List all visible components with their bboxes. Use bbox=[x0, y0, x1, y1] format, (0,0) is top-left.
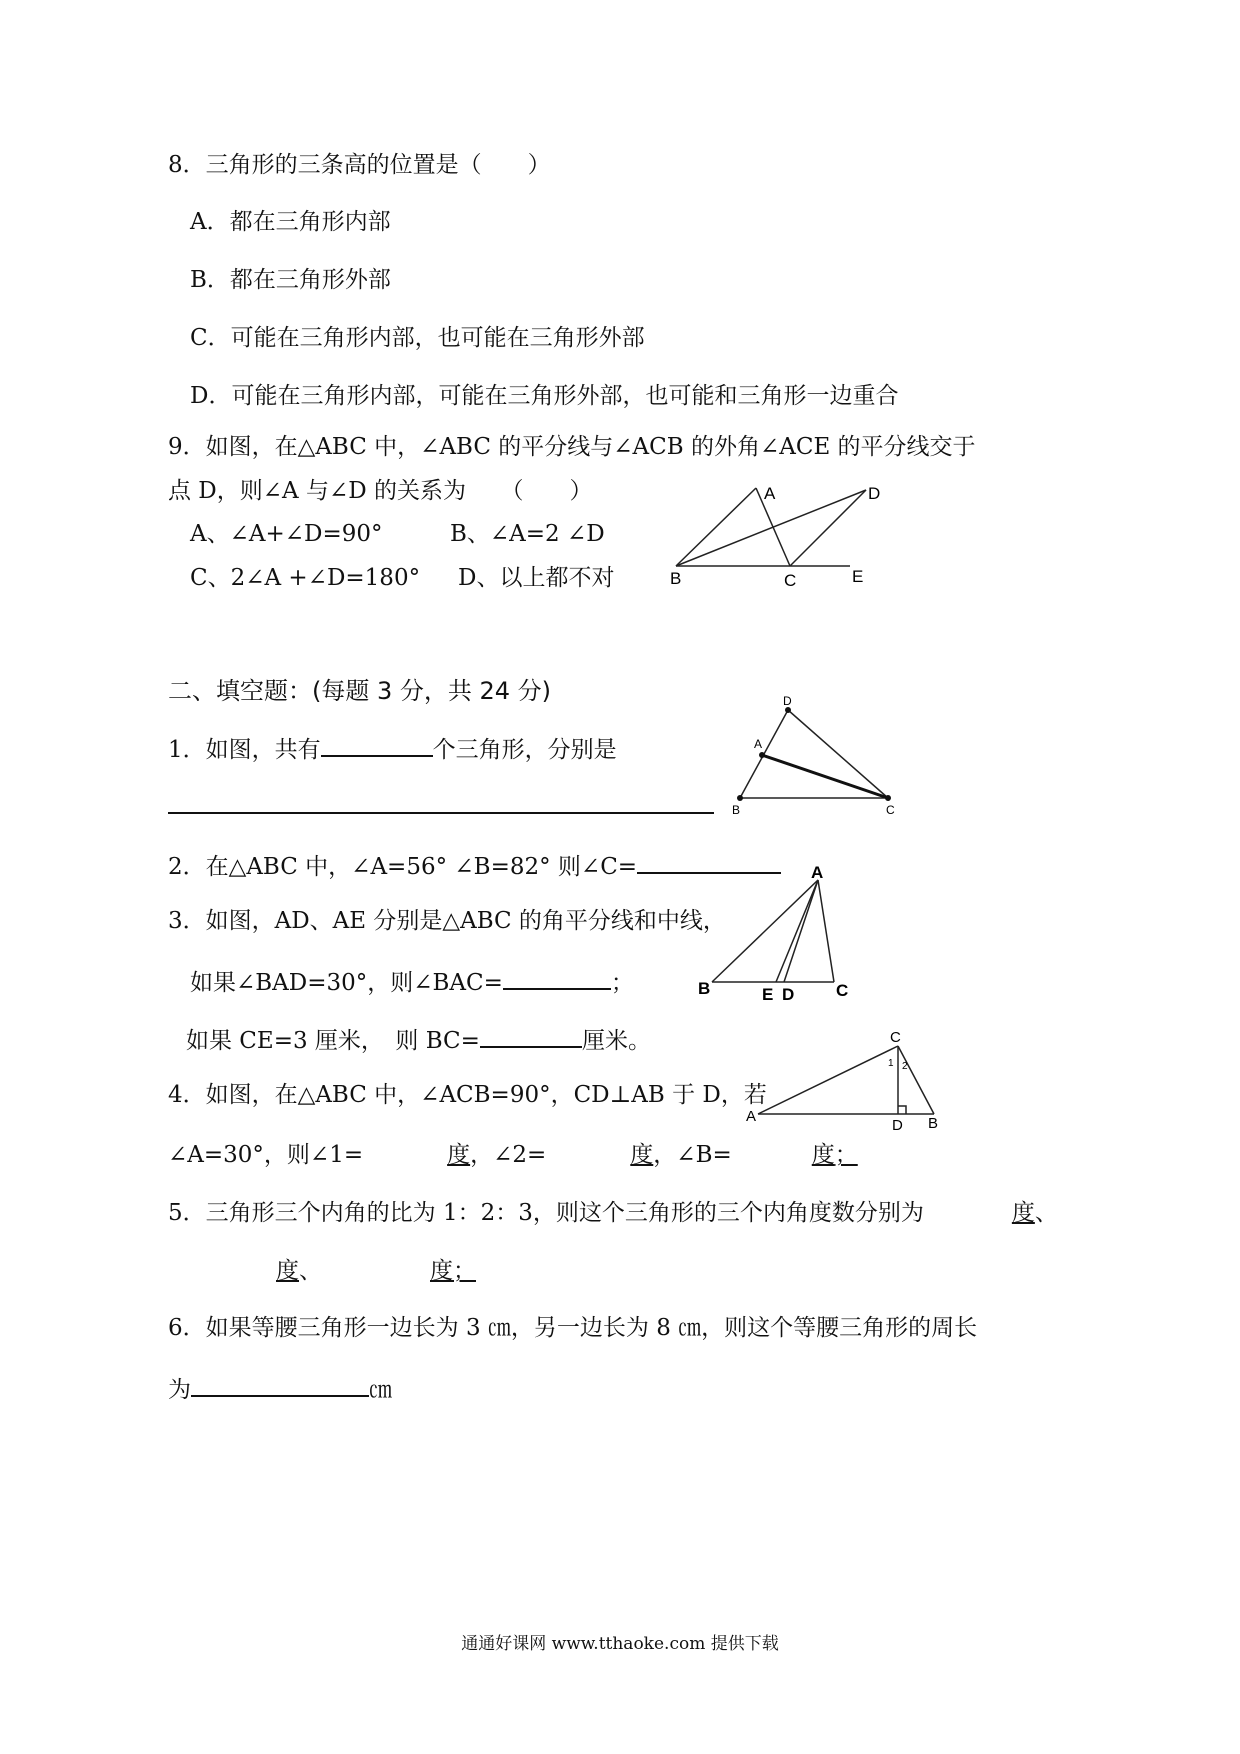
q9-label-c: C bbox=[784, 571, 797, 590]
f4-label-d: D bbox=[892, 1117, 903, 1134]
f3-figure bbox=[694, 860, 864, 1010]
f1-label-c: C bbox=[886, 803, 895, 817]
f3-label-a: A bbox=[811, 863, 824, 882]
f4-figure bbox=[740, 1026, 950, 1136]
f3-stem: 3．如图，AD、AE 分别是△ABC 的角平分线和中线， bbox=[168, 908, 726, 934]
q8-option-d: D．可能在三角形内部，可能在三角形外部，也可能和三角形一边重合 bbox=[190, 383, 899, 409]
f3-label-e: E bbox=[762, 985, 774, 1004]
f3-line2 bbox=[190, 964, 634, 998]
q9-option-d: D、以上都不对 bbox=[458, 565, 615, 591]
f4-label-a: A bbox=[746, 1108, 757, 1125]
f3-label-b: B bbox=[698, 979, 711, 998]
f4-label-b: B bbox=[928, 1115, 939, 1132]
f1-label-b: B bbox=[732, 803, 741, 817]
footer-credit: 通通好课网 www.tthaoke.com 提供下载 bbox=[461, 1634, 779, 1654]
q9-label-b: B bbox=[670, 569, 682, 588]
f3-blank-bc bbox=[480, 1022, 582, 1048]
q9-stem-line2: 点 D，则∠A 与∠D 的关系为 （ ） bbox=[168, 478, 593, 504]
section2-title: 二、填空题：(每题 3 分，共 24 分) bbox=[168, 677, 552, 705]
f4-label-1: 1 bbox=[888, 1058, 894, 1069]
q9-figure bbox=[660, 478, 890, 593]
f5-blank-3: 度； bbox=[430, 1258, 476, 1284]
f2-text: 2．在△ABC 中，∠A=56° ∠B=82° 则∠C= bbox=[168, 854, 638, 880]
q8-option-c: C．可能在三角形内部，也可能在三角形外部 bbox=[190, 325, 645, 351]
f4-angle-2: ∠2= bbox=[493, 1142, 547, 1168]
f5-stem: 5．三角形三个内角的比为 1：2：3，则这个三角形的三个内角度数分别为 bbox=[168, 1200, 924, 1226]
f1-label-d: D bbox=[783, 696, 792, 708]
f1-blank-count bbox=[321, 731, 433, 757]
f4-label-c: C bbox=[890, 1029, 901, 1046]
q9-label-d: D bbox=[868, 484, 881, 503]
f3-line2-post: ； bbox=[610, 970, 634, 996]
f3-line3-pre: 如果 CE=3 厘米， 则 BC= bbox=[186, 1028, 480, 1054]
q9-label-a: A bbox=[764, 484, 776, 503]
f4-label-2: 2 bbox=[902, 1061, 908, 1072]
f3-label-c: C bbox=[836, 981, 849, 1000]
f4-line2: ∠A=30°，则∠1= 度，∠2= 度，∠B= 度； bbox=[168, 1142, 858, 1168]
q9-option-b: B、∠A=2 ∠D bbox=[450, 521, 605, 547]
q9-option-a: A、∠A+∠D=90° bbox=[190, 521, 383, 547]
f4-angle-b: ∠B= bbox=[676, 1142, 732, 1168]
f4-stem: 4．如图，在△ABC 中，∠ACB=90°，CD⊥AB 于 D，若 bbox=[168, 1082, 767, 1108]
f6-post: ㎝ bbox=[369, 1377, 392, 1403]
f3-line3 bbox=[186, 1022, 651, 1056]
f3-label-d: D bbox=[782, 985, 795, 1004]
q9-stem-line1: 9．如图，在△ABC 中，∠ABC 的平分线与∠ACB 的外角∠ACE 的平分线交于 bbox=[168, 434, 976, 460]
f6-blank bbox=[191, 1371, 369, 1397]
f1-label-a: A bbox=[754, 737, 763, 751]
q8-option-b: B．都在三角形外部 bbox=[190, 267, 391, 293]
f6-pre: 为 bbox=[168, 1377, 191, 1403]
f5-blank-2: 度 bbox=[276, 1258, 299, 1284]
f2-line bbox=[168, 848, 781, 882]
f3-line2-pre: 如果∠BAD=30°，则∠BAC= bbox=[190, 970, 503, 996]
q8-option-a: A．都在三角形内部 bbox=[190, 209, 391, 235]
f5-blank-1: 度 bbox=[1011, 1200, 1035, 1226]
f5-line2: 度、 度； bbox=[168, 1254, 476, 1286]
f4-blank-1: 度 bbox=[447, 1142, 471, 1168]
q9-option-c: C、2∠A +∠D=180° bbox=[190, 565, 421, 591]
f1-post: 个三角形，分别是 bbox=[432, 737, 617, 763]
q8-stem: 8．三角形的三条高的位置是（ ） bbox=[168, 152, 551, 178]
f6-line2 bbox=[168, 1371, 392, 1405]
f4-blank-2: 度 bbox=[630, 1142, 654, 1168]
f6-stem: 6．如果等腰三角形一边长为 3 ㎝，另一边长为 8 ㎝，则这个等腰三角形的周长 bbox=[168, 1315, 978, 1341]
f1-blank-answer bbox=[168, 812, 714, 814]
f3-blank-bac bbox=[503, 964, 611, 990]
f5-line1: 5．三角形三个内角的比为 1：2：3，则这个三角形的三个内角度数分别为 度、 bbox=[168, 1200, 1058, 1226]
q9-label-e: E bbox=[852, 567, 864, 586]
f4-blank-b: 度； bbox=[811, 1142, 858, 1168]
f4-angle-a: ∠A=30°，则∠1= bbox=[168, 1142, 364, 1168]
f3-line3-post: 厘米。 bbox=[581, 1028, 651, 1054]
f1-pre: 1．如图，共有 bbox=[168, 737, 321, 763]
f1-line bbox=[168, 731, 617, 765]
f1-figure bbox=[724, 696, 904, 820]
